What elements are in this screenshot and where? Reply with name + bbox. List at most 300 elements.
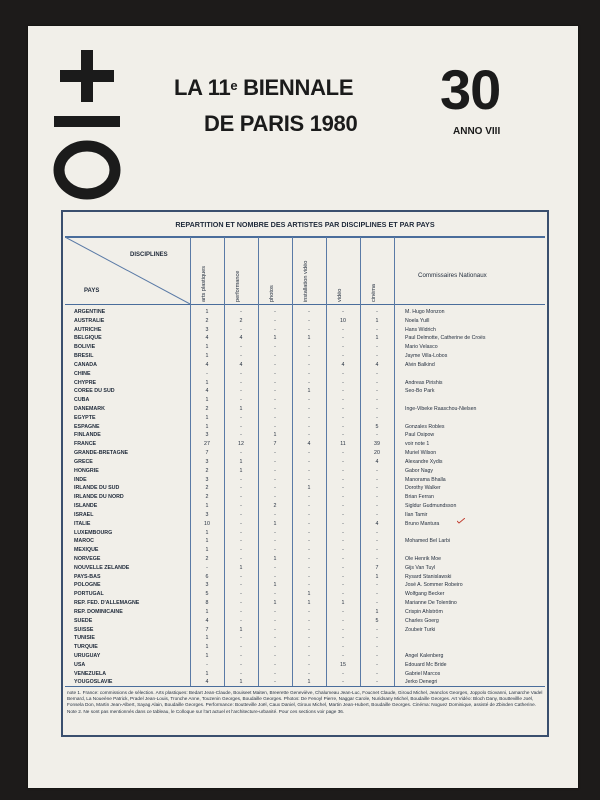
count-cell: - — [274, 414, 276, 421]
table-row — [74, 494, 534, 503]
count-cell: 1 — [205, 503, 209, 510]
count-cell: 1 — [273, 335, 277, 342]
count-cell: - — [308, 520, 310, 527]
count-cell: - — [274, 538, 276, 545]
count-cell: 1 — [375, 317, 379, 324]
country-name: AUSTRALIE — [74, 317, 105, 324]
table-row — [74, 591, 534, 600]
count-cell: - — [342, 520, 344, 527]
count-cell: - — [342, 626, 344, 633]
count-cell: - — [342, 679, 344, 686]
count-cell: 39 — [374, 441, 380, 448]
count-cell: - — [342, 608, 344, 615]
count-cell: - — [342, 353, 344, 360]
count-cell: - — [376, 600, 378, 607]
commissaire-name: voir note 1 — [405, 441, 430, 448]
count-cell: - — [342, 485, 344, 492]
count-cell: 2 — [205, 406, 209, 413]
column-header-video: vidéo — [337, 288, 343, 302]
count-cell: - — [376, 467, 378, 474]
count-cell: - — [308, 458, 310, 465]
commissaire-name: Gijs Van Tuyl — [405, 564, 436, 571]
country-name: FINLANDE — [74, 432, 101, 439]
count-cell: - — [308, 511, 310, 518]
count-cell: - — [274, 344, 276, 351]
count-cell: - — [342, 388, 344, 395]
count-cell: - — [274, 608, 276, 615]
count-cell: 1 — [307, 335, 311, 342]
table-row — [74, 441, 534, 450]
count-cell: - — [376, 309, 378, 315]
count-cell: - — [240, 309, 242, 315]
count-cell: - — [274, 326, 276, 333]
count-cell: 3 — [205, 458, 209, 465]
count-cell: - — [240, 397, 242, 404]
count-cell: - — [376, 582, 378, 589]
commissaire-name: M. Hugo Monzon — [405, 309, 445, 315]
count-cell: - — [308, 582, 310, 589]
count-cell: 2 — [205, 317, 209, 324]
count-cell: - — [376, 591, 378, 598]
table-row — [74, 371, 534, 380]
count-cell: - — [342, 344, 344, 351]
column-header-arts-plastiques: arts plastiques — [201, 265, 207, 302]
count-cell: - — [376, 529, 378, 536]
check-mark-icon — [457, 518, 465, 524]
count-cell: - — [342, 617, 344, 624]
count-cell: - — [274, 370, 276, 377]
count-cell: - — [240, 555, 242, 562]
count-cell: 1 — [205, 344, 209, 351]
count-cell: - — [376, 503, 378, 510]
count-cell: - — [308, 503, 310, 510]
commissaire-name: Alvin Balkind — [405, 361, 435, 368]
count-cell: 1 — [307, 679, 311, 686]
count-cell: 1 — [205, 309, 209, 315]
count-cell: 4 — [205, 388, 209, 395]
count-cell: - — [308, 414, 310, 421]
table-row — [74, 671, 534, 680]
count-cell: 1 — [205, 397, 209, 404]
country-name: TURQUIE — [74, 644, 98, 651]
commissaire-name: Paul Delmotte, Catherine de Croës — [405, 335, 486, 342]
count-cell: 3 — [205, 326, 209, 333]
table-row — [74, 468, 534, 477]
count-cell: 11 — [340, 441, 346, 448]
country-name: BRESIL — [74, 353, 94, 360]
count-cell: - — [308, 397, 310, 404]
count-cell: - — [240, 485, 242, 492]
commissaire-name: Hans Widrich — [405, 326, 436, 333]
count-cell: - — [308, 573, 310, 580]
count-cell: - — [274, 485, 276, 492]
count-cell: - — [274, 679, 276, 686]
commissaire-name: Gabor Nagy — [405, 467, 433, 474]
count-cell: - — [240, 652, 242, 659]
table-row — [74, 450, 534, 459]
count-cell: - — [240, 520, 242, 527]
commissaire-name: Sigldur Gudmundsson — [405, 503, 457, 510]
count-cell: - — [274, 511, 276, 518]
count-cell: - — [274, 661, 276, 668]
country-name: DANEMARK — [74, 406, 105, 413]
count-cell: - — [274, 644, 276, 651]
count-cell: 1 — [205, 538, 209, 545]
count-cell: 2 — [205, 485, 209, 492]
table-row — [74, 618, 534, 627]
count-cell: 1 — [205, 379, 209, 386]
count-cell: - — [308, 406, 310, 413]
table-row — [74, 503, 534, 512]
country-name: FRANCE — [74, 441, 97, 448]
count-cell: - — [376, 326, 378, 333]
table-row — [74, 432, 534, 441]
count-cell: - — [308, 494, 310, 501]
count-cell: 4 — [341, 361, 345, 368]
count-cell: - — [274, 564, 276, 571]
commissaire-name: Muriel Wilson — [405, 450, 437, 457]
commissaire-name: Noela Yuill — [405, 317, 430, 324]
count-cell: 1 — [307, 600, 311, 607]
commissaire-name: Angel Kalenberg — [405, 652, 444, 659]
count-cell: - — [274, 317, 276, 324]
count-cell: - — [376, 414, 378, 421]
count-cell: - — [342, 476, 344, 483]
commissaire-name: Manorama Bhalla — [405, 476, 446, 483]
count-cell: - — [274, 626, 276, 633]
count-cell: 4 — [307, 441, 311, 448]
count-cell: - — [240, 432, 242, 439]
count-cell: - — [376, 652, 378, 659]
count-cell: - — [342, 379, 344, 386]
commissaire-name: Gonzales Robles — [405, 423, 445, 430]
count-cell: 2 — [205, 555, 209, 562]
count-cell: - — [240, 344, 242, 351]
count-cell: - — [308, 529, 310, 536]
count-cell: 1 — [273, 555, 277, 562]
count-cell: 4 — [375, 361, 379, 368]
commissaire-name: Crispin Ahlström — [405, 608, 443, 615]
count-cell: - — [308, 538, 310, 545]
count-cell: - — [376, 547, 378, 554]
pays-label: PAYS — [84, 288, 100, 294]
count-cell: - — [240, 511, 242, 518]
count-cell: - — [308, 555, 310, 562]
count-cell: - — [342, 582, 344, 589]
commissaire-name: Andreas Pirishis — [405, 379, 443, 386]
count-cell: - — [274, 458, 276, 465]
count-cell: - — [240, 670, 242, 677]
count-cell: 1 — [273, 582, 277, 589]
count-cell: - — [240, 353, 242, 360]
count-cell: - — [376, 406, 378, 413]
count-cell: - — [342, 573, 344, 580]
count-cell: - — [240, 388, 242, 395]
count-cell: - — [274, 467, 276, 474]
commissaire-name: Edouard Mc Bride — [405, 661, 447, 668]
count-cell: - — [342, 450, 344, 457]
count-cell: - — [342, 503, 344, 510]
column-header-cinema: cinéma — [371, 283, 377, 302]
table-row — [74, 679, 534, 688]
count-cell: - — [342, 370, 344, 377]
count-cell: - — [376, 626, 378, 633]
count-cell: - — [274, 573, 276, 580]
count-cell: - — [376, 397, 378, 404]
commissaire-name: José A. Sommer Robeiro — [405, 582, 463, 589]
commissaire-name: Jerko Denegri — [405, 679, 438, 686]
count-cell: - — [240, 591, 242, 598]
count-cell: - — [308, 626, 310, 633]
count-cell: - — [240, 538, 242, 545]
table-row — [74, 397, 534, 406]
count-cell: 4 — [205, 335, 209, 342]
count-cell: - — [240, 608, 242, 615]
count-cell: - — [376, 485, 378, 492]
count-cell: 1 — [239, 458, 243, 465]
table-row — [74, 327, 534, 336]
count-cell: - — [308, 547, 310, 554]
count-cell: - — [342, 529, 344, 536]
count-cell: - — [342, 397, 344, 404]
commissaire-name: Rysard Stanislawski — [405, 573, 452, 580]
count-cell: - — [342, 494, 344, 501]
column-header-installation-video: installation vidéo — [303, 260, 309, 302]
country-name: IRLANDE DU NORD — [74, 494, 124, 501]
count-cell: - — [342, 644, 344, 651]
count-cell: - — [240, 600, 242, 607]
count-cell: - — [376, 388, 378, 395]
country-name: REP. FED. D'ALLEMAGNE — [74, 600, 140, 607]
count-cell: - — [308, 644, 310, 651]
count-cell: - — [342, 309, 344, 315]
count-cell: - — [240, 635, 242, 642]
table-row — [74, 362, 534, 371]
table-row — [74, 565, 534, 574]
count-cell: - — [308, 476, 310, 483]
table-row — [74, 335, 534, 344]
count-cell: - — [206, 564, 208, 571]
count-cell: - — [376, 670, 378, 677]
count-cell: - — [240, 547, 242, 554]
count-cell: - — [308, 670, 310, 677]
count-cell: 1 — [273, 432, 277, 439]
count-cell: - — [308, 317, 310, 324]
count-cell: 1 — [375, 608, 379, 615]
count-cell: - — [274, 617, 276, 624]
table-row — [74, 600, 534, 609]
count-cell: 1 — [239, 679, 243, 686]
count-cell: - — [376, 555, 378, 562]
table-row — [74, 459, 534, 468]
country-name: MAROC — [74, 538, 95, 545]
count-cell: - — [274, 379, 276, 386]
table-row — [74, 380, 534, 389]
count-cell: - — [274, 547, 276, 554]
table-row — [74, 556, 534, 565]
count-cell: - — [376, 661, 378, 668]
count-cell: - — [274, 476, 276, 483]
count-cell: - — [376, 679, 378, 686]
table-row — [74, 485, 534, 494]
count-cell: 4 — [375, 458, 379, 465]
commissaire-name: Ilan Tamir — [405, 511, 428, 518]
count-cell: - — [376, 476, 378, 483]
count-cell: - — [376, 511, 378, 518]
country-name: GRECE — [74, 458, 93, 465]
table-row — [74, 477, 534, 486]
country-name: LUXEMBOURG — [74, 529, 113, 536]
count-cell: - — [240, 379, 242, 386]
table-row — [74, 574, 534, 583]
country-name: ARGENTINE — [74, 309, 106, 315]
count-cell: - — [274, 450, 276, 457]
table-row — [74, 635, 534, 644]
count-cell: - — [240, 326, 242, 333]
country-name: EGYPTE — [74, 414, 96, 421]
country-name: PAYS-BAS — [74, 573, 101, 580]
country-name: ISRAEL — [74, 511, 94, 518]
column-header-photos: photos — [269, 285, 275, 302]
table-row — [74, 582, 534, 591]
count-cell: - — [342, 555, 344, 562]
count-cell: - — [274, 635, 276, 642]
count-cell: - — [308, 344, 310, 351]
table-row — [74, 415, 534, 424]
count-cell: 7 — [205, 450, 209, 457]
count-cell: - — [308, 450, 310, 457]
count-cell: 1 — [239, 626, 243, 633]
page-title: LA 11e BIENNALE DE PARIS 1980 — [174, 75, 358, 136]
count-cell: - — [274, 361, 276, 368]
count-cell: - — [274, 353, 276, 360]
country-name: URUGUAY — [74, 652, 101, 659]
count-cell: 2 — [239, 317, 243, 324]
commissaire-name: Zoubeir Turki — [405, 626, 436, 633]
table-row — [74, 406, 534, 415]
count-cell: - — [274, 591, 276, 598]
count-cell: - — [240, 573, 242, 580]
commissaire-name: Charles Goerg — [405, 617, 439, 624]
count-cell: 5 — [375, 423, 379, 430]
count-cell: - — [342, 670, 344, 677]
count-cell: 7 — [273, 441, 277, 448]
count-cell: - — [376, 635, 378, 642]
table-row — [74, 653, 534, 662]
count-cell: - — [240, 617, 242, 624]
count-cell: - — [342, 423, 344, 430]
country-name: NORVEGE — [74, 555, 101, 562]
commissaire-name: Jayme Villa-Lobos — [405, 353, 448, 360]
count-cell: 1 — [205, 635, 209, 642]
commissaire-name: Gabriel Marcos — [405, 670, 441, 677]
count-cell: 1 — [205, 670, 209, 677]
count-cell: - — [376, 379, 378, 386]
count-cell: 6 — [205, 573, 209, 580]
table-row — [74, 644, 534, 653]
country-name: IRLANDE DU SUD — [74, 485, 120, 492]
count-cell: - — [308, 361, 310, 368]
country-name: CHINE — [74, 370, 91, 377]
count-cell: 20 — [374, 450, 380, 457]
table-row — [74, 309, 534, 318]
country-name: YOUGOSLAVIE — [74, 679, 113, 686]
country-name: HONGRIE — [74, 467, 99, 474]
country-name: AUTRICHE — [74, 326, 102, 333]
country-name: NOUVELLE ZELANDE — [74, 564, 130, 571]
count-cell: 4 — [239, 335, 243, 342]
count-cell: 1 — [205, 547, 209, 554]
count-cell: 1 — [239, 467, 243, 474]
count-cell: - — [274, 529, 276, 536]
count-cell: 15 — [340, 661, 346, 668]
commissaire-name: Bruno Mantura — [405, 520, 440, 527]
count-cell: 1 — [341, 600, 345, 607]
country-name: VENEZUELA — [74, 670, 107, 677]
count-cell: - — [308, 432, 310, 439]
count-cell: 2 — [273, 503, 277, 510]
table-row — [74, 662, 534, 671]
count-cell: - — [376, 494, 378, 501]
count-cell: - — [206, 370, 208, 377]
country-name: PORTUGAL — [74, 591, 104, 598]
count-cell: - — [240, 370, 242, 377]
table-row — [74, 609, 534, 618]
count-cell: 5 — [375, 617, 379, 624]
commissaires-label: Commissaires Nationaux — [418, 272, 487, 279]
table-row — [74, 627, 534, 636]
count-cell: - — [308, 309, 310, 315]
issue-number: 30 — [440, 58, 501, 121]
count-cell: - — [376, 538, 378, 545]
count-cell: - — [308, 467, 310, 474]
table-row — [74, 353, 534, 362]
count-cell: 8 — [205, 600, 209, 607]
count-cell: 1 — [273, 520, 277, 527]
count-cell: - — [240, 661, 242, 668]
count-cell: 1 — [205, 414, 209, 421]
country-name: USA — [74, 661, 86, 668]
count-cell: - — [240, 476, 242, 483]
count-cell: - — [342, 511, 344, 518]
country-name: INDE — [74, 476, 87, 483]
column-header-performance: performance — [235, 270, 241, 302]
count-cell: 4 — [205, 361, 209, 368]
count-cell: - — [240, 582, 242, 589]
country-name: GRANDE-BRETAGNE — [74, 450, 129, 457]
count-cell: 1 — [205, 652, 209, 659]
count-cell: - — [240, 644, 242, 651]
count-cell: - — [240, 450, 242, 457]
header-bottom-rule — [65, 304, 545, 305]
country-name: SUISSE — [74, 626, 94, 633]
issue-year-label: ANNO VIII — [453, 126, 501, 137]
commissaire-name: Seo-Bo Park — [405, 388, 435, 395]
count-cell: 4 — [205, 617, 209, 624]
count-cell: - — [342, 591, 344, 598]
count-cell: - — [308, 564, 310, 571]
count-cell: - — [308, 652, 310, 659]
country-name: ISLANDE — [74, 503, 98, 510]
count-cell: - — [342, 538, 344, 545]
count-cell: 10 — [204, 520, 210, 527]
count-cell: - — [274, 397, 276, 404]
count-cell: 3 — [205, 582, 209, 589]
commissaire-name: Alexandre Xydis — [405, 458, 443, 465]
country-name: ESPAGNE — [74, 423, 100, 430]
count-cell: - — [308, 326, 310, 333]
count-cell: - — [342, 414, 344, 421]
